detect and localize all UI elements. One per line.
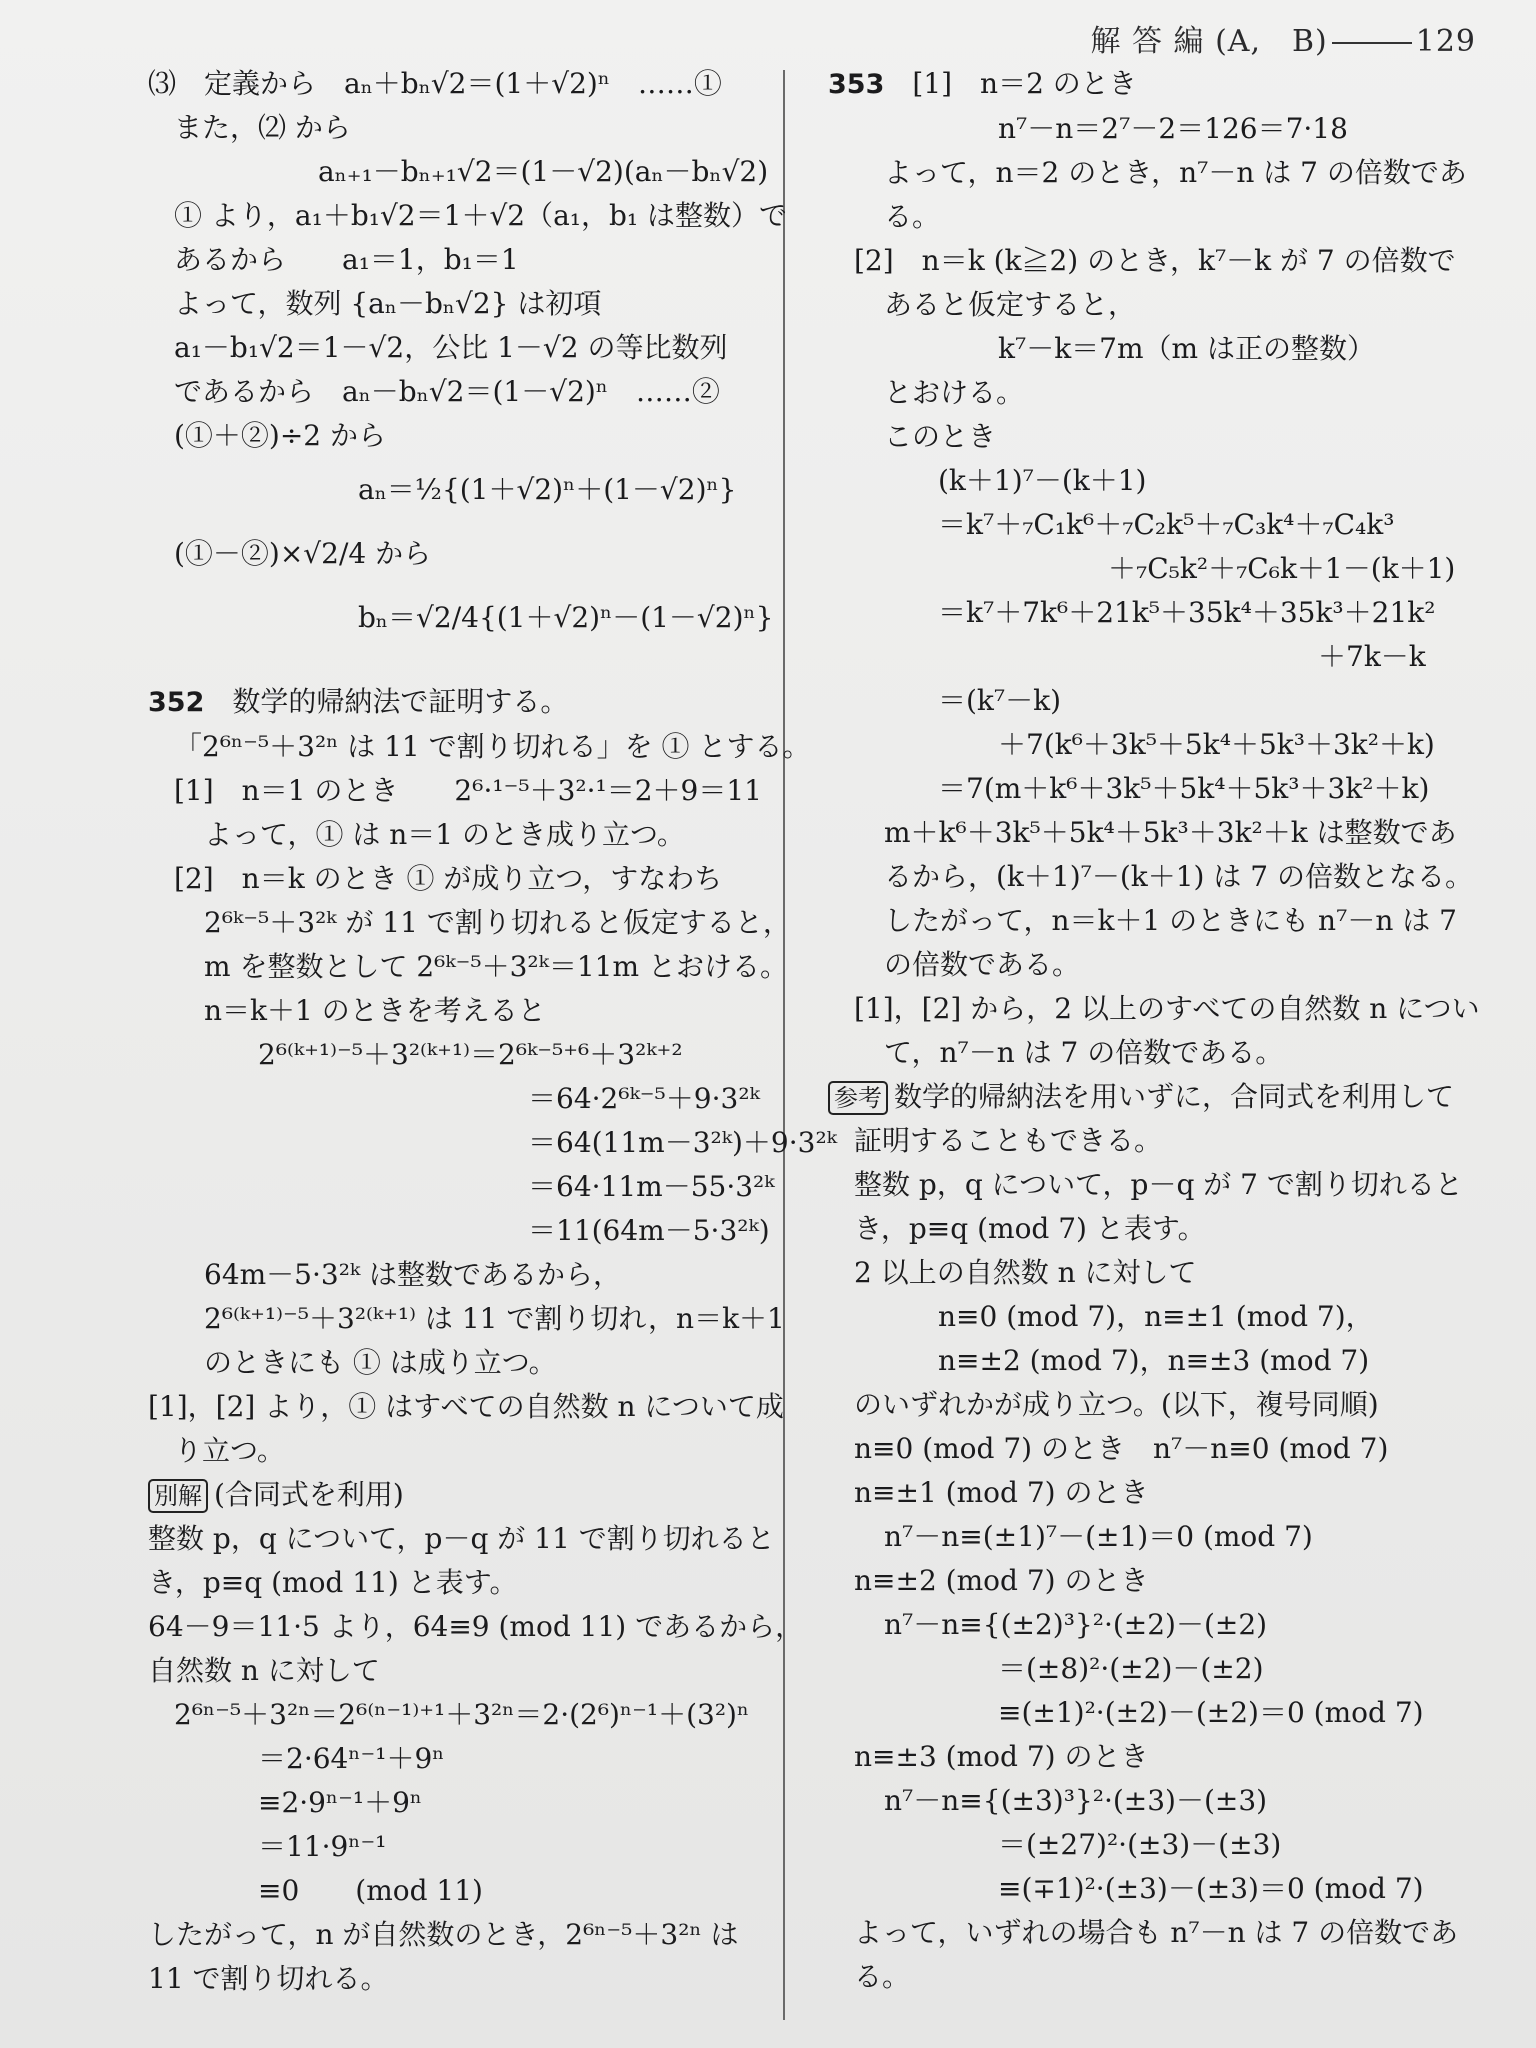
equation-line: ＝2·64ⁿ⁻¹＋9ⁿ [258, 1742, 445, 1775]
equation-line: aₙ₊₁－bₙ₊₁√2＝(1－√2)(aₙ－bₙ√2) [318, 155, 769, 188]
equation-line: ≡2·9ⁿ⁻¹＋9ⁿ [258, 1786, 423, 1819]
equation-line: n≡0 (mod 7)，n≡±1 (mod 7)， [938, 1300, 1374, 1333]
equation-line: ＝7(m＋k⁶＋3k⁵＋5k⁴＋5k³＋3k²＋k) [938, 772, 1430, 805]
equation-line: ＝11(64m－5·3²ᵏ) [528, 1214, 770, 1247]
text-line: したがって，n が自然数のとき，2⁶ⁿ⁻⁵＋3²ⁿ は [148, 1918, 739, 1951]
text-line: n≡±3 (mod 7) のとき [854, 1740, 1149, 1773]
equation-line: ＝(±8)²·(±2)－(±2) [998, 1652, 1264, 1685]
equation-line: ＋₇C₅k²＋₇C₆k＋1－(k＋1) [1108, 552, 1456, 585]
text-line: また，⑵ から [174, 111, 351, 144]
text-line: 数学的帰納法を用いずに，合同式を利用して [894, 1080, 1455, 1113]
text-line: [1] n＝2 のとき [912, 67, 1137, 100]
text-line: [2] n＝k のとき ① が成り立つ，すなわち [174, 862, 723, 895]
equation-line: ＝64·2⁶ᵏ⁻⁵＋9·3²ᵏ [528, 1082, 760, 1115]
betsukai-title: (合同式を利用) [214, 1478, 404, 1511]
equation-line: ＝64·11m－55·3²ᵏ [528, 1170, 775, 1203]
equation-line: 2⁶⁽ᵏ⁺¹⁾⁻⁵＋3²⁽ᵏ⁺¹⁾＝2⁶ᵏ⁻⁵⁺⁶＋3²ᵏ⁺² [258, 1038, 683, 1071]
text-line: m を整数として 2⁶ᵏ⁻⁵＋3²ᵏ＝11m とおける。 [204, 950, 788, 983]
text-line: であるから aₙ－bₙ√2＝(1－√2)ⁿ ……② [174, 375, 720, 408]
solution-352 [148, 680, 837, 1473]
text-line: 整数 p，q について，p－q が 7 で割り切れると [854, 1168, 1463, 1201]
text-line: 2⁶⁽ᵏ⁺¹⁾⁻⁵＋3²⁽ᵏ⁺¹⁾ は 11 で割り切れ，n＝k＋1 [204, 1302, 785, 1335]
text-line: の倍数である。 [884, 948, 1081, 981]
equation-line: ≡(∓1)²·(±3)－(±3)＝0 (mod 7) [998, 1872, 1424, 1905]
betsukai-badge: 別解 [148, 1479, 208, 1513]
text-line: て，n⁷－n は 7 の倍数である。 [884, 1036, 1284, 1069]
alternative-solution [148, 1473, 804, 2001]
text-line: き，p≡q (mod 7) と表す。 [854, 1212, 1206, 1245]
equation-line: n⁷－n≡{(±2)³}²·(±2)－(±2) [884, 1608, 1268, 1641]
equation-line: aₙ＝½{(1＋√2)ⁿ＋(1－√2)ⁿ} [358, 473, 737, 506]
left-column [148, 62, 837, 2001]
problem-number: 353 [828, 69, 885, 100]
text-line: 64m－5·3²ᵏ は整数であるから， [204, 1258, 622, 1291]
equation-line: ＝11·9ⁿ⁻¹ [258, 1830, 387, 1863]
equation-line: ＝k⁷＋7k⁶＋21k⁵＋35k⁴＋35k³＋21k² [938, 596, 1436, 629]
text-line: [1]，[2] より，① はすべての自然数 n について成 [148, 1390, 784, 1423]
text-line: のときにも ① は成り立つ。 [204, 1346, 557, 1379]
text-line: n≡±2 (mod 7) のとき [854, 1564, 1149, 1597]
equation-line: n⁷－n≡{(±3)³}²·(±3)－(±3) [884, 1784, 1268, 1817]
equation-line: k⁷－k＝7m（m は正の整数） [998, 332, 1375, 365]
text-line: とおける。 [884, 376, 1025, 409]
text-line: n＝k＋1 のときを考えると [204, 994, 546, 1027]
problem-number: 352 [148, 687, 205, 718]
equation-line: ＋7k－k [1318, 640, 1426, 673]
text-line: 自然数 n に対して [148, 1654, 380, 1687]
text-line: [1]，[2] から，2 以上のすべての自然数 n につい [854, 992, 1480, 1025]
text-line: (①＋②)÷2 から [174, 419, 387, 452]
text-line: 整数 p，q について，p－q が 11 で割り切れると [148, 1522, 775, 1555]
equation-line: n⁷－n≡(±1)⁷－(±1)＝0 (mod 7) [884, 1520, 1313, 1553]
equation-line: 2⁶ⁿ⁻⁵＋3²ⁿ＝2⁶⁽ⁿ⁻¹⁾⁺¹＋3²ⁿ＝2·(2⁶)ⁿ⁻¹＋(3²)ⁿ [174, 1698, 750, 1731]
text-line: ① より，a₁＋b₁√2＝1＋√2（a₁，b₁ は整数）で [174, 199, 788, 232]
text-line: したがって，n＝k＋1 のときにも n⁷－n は 7 [884, 904, 1457, 937]
text-line: [1] n＝1 のとき 2⁶·¹⁻⁵＋3²·¹＝2＋9＝11 [174, 774, 763, 807]
header-title: 解 答 編 [1090, 24, 1205, 59]
header-paren: (A, B) [1215, 24, 1328, 59]
text-line: ⑶ 定義から aₙ＋bₙ√2＝(1＋√2)ⁿ ……① [148, 67, 722, 100]
text-line: m＋k⁶＋3k⁵＋5k⁴＋5k³＋3k²＋k は整数であ [884, 816, 1457, 849]
equation-line: ＝k⁷＋₇C₁k⁶＋₇C₂k⁵＋₇C₃k⁴＋₇C₄k³ [938, 508, 1395, 541]
text-line: る。 [884, 200, 941, 233]
right-column [828, 62, 1480, 1999]
page-header [1090, 16, 1476, 60]
page-number: 129 [1415, 24, 1476, 59]
text-line: よって，いずれの場合も n⁷－n は 7 の倍数であ [854, 1916, 1459, 1949]
equation-line: (k＋1)⁷－(k＋1) [938, 464, 1147, 497]
equation-line: ≡(±1)²·(±2)－(±2)＝0 (mod 7) [998, 1696, 1424, 1729]
header-rule [1332, 42, 1412, 44]
text-line: a₁－b₁√2＝1－√2，公比 1－√2 の等比数列 [174, 331, 728, 364]
text-line: よって，① は n＝1 のとき成り立つ。 [204, 818, 685, 851]
solution-353 [828, 62, 1480, 1075]
text-line: このとき [884, 420, 997, 453]
equation-line: ＝(k⁷－k) [938, 684, 1062, 717]
text-line: 11 で割り切れる。 [148, 1962, 389, 1995]
text-line: るから，(k＋1)⁷－(k＋1) は 7 の倍数となる。 [884, 860, 1473, 893]
equation-line: ＋7(k⁶＋3k⁵＋5k⁴＋5k³＋3k²＋k) [998, 728, 1435, 761]
text-line: [2] n＝k (k≧2) のとき，k⁷－k が 7 の倍数で [854, 244, 1456, 277]
solution-351 [148, 62, 788, 650]
text-line: る。 [854, 1960, 911, 1993]
text-line: 2 以上の自然数 n に対して [854, 1256, 1197, 1289]
text-line: き，p≡q (mod 11) と表す。 [148, 1566, 518, 1599]
text-line: 「2⁶ⁿ⁻⁵＋3²ⁿ は 11 で割り切れる」を ① とする。 [174, 730, 811, 763]
text-line: n≡±1 (mod 7) のとき [854, 1476, 1149, 1509]
equation-line: ≡0 (mod 11) [258, 1874, 483, 1907]
text-line: あると仮定すると， [884, 288, 1137, 321]
text-line: よって，数列 {aₙ－bₙ√2} は初項 [174, 287, 602, 320]
text-line: n≡0 (mod 7) のとき n⁷－n≡0 (mod 7) [854, 1432, 1389, 1465]
text-line: よって，n＝2 のとき，n⁷－n は 7 の倍数であ [884, 156, 1467, 189]
spacer [148, 650, 788, 680]
text-line: 64－9＝11·5 より，64≡9 (mod 11) であるから， [148, 1610, 804, 1643]
sankou-badge: 参考 [828, 1081, 888, 1115]
equation-line: n⁷－n＝2⁷－2＝126＝7·18 [998, 112, 1348, 145]
equation-line: bₙ＝√2/4{(1＋√2)ⁿ－(1－√2)ⁿ} [358, 601, 774, 634]
equation-line: n≡±2 (mod 7)，n≡±3 (mod 7) [938, 1344, 1370, 1377]
text-line: 2⁶ᵏ⁻⁵＋3²ᵏ が 11 で割り切れると仮定すると， [204, 906, 791, 939]
text-line: (①－②)×√2/4 から [174, 537, 432, 570]
text-line: 証明することもできる。 [854, 1124, 1163, 1157]
equation-line: ＝(±27)²·(±3)－(±3) [998, 1828, 1282, 1861]
equation-line: ＝64(11m－3²ᵏ)＋9·3²ᵏ [528, 1126, 837, 1159]
reference-note [828, 1075, 1468, 1999]
text-line: 数学的帰納法で証明する。 [232, 685, 569, 718]
text-line: あるから a₁＝1，b₁＝1 [174, 243, 519, 276]
text-line: り立つ。 [174, 1434, 285, 1467]
text-line: のいずれかが成り立つ。(以下，複号同順) [854, 1388, 1379, 1421]
